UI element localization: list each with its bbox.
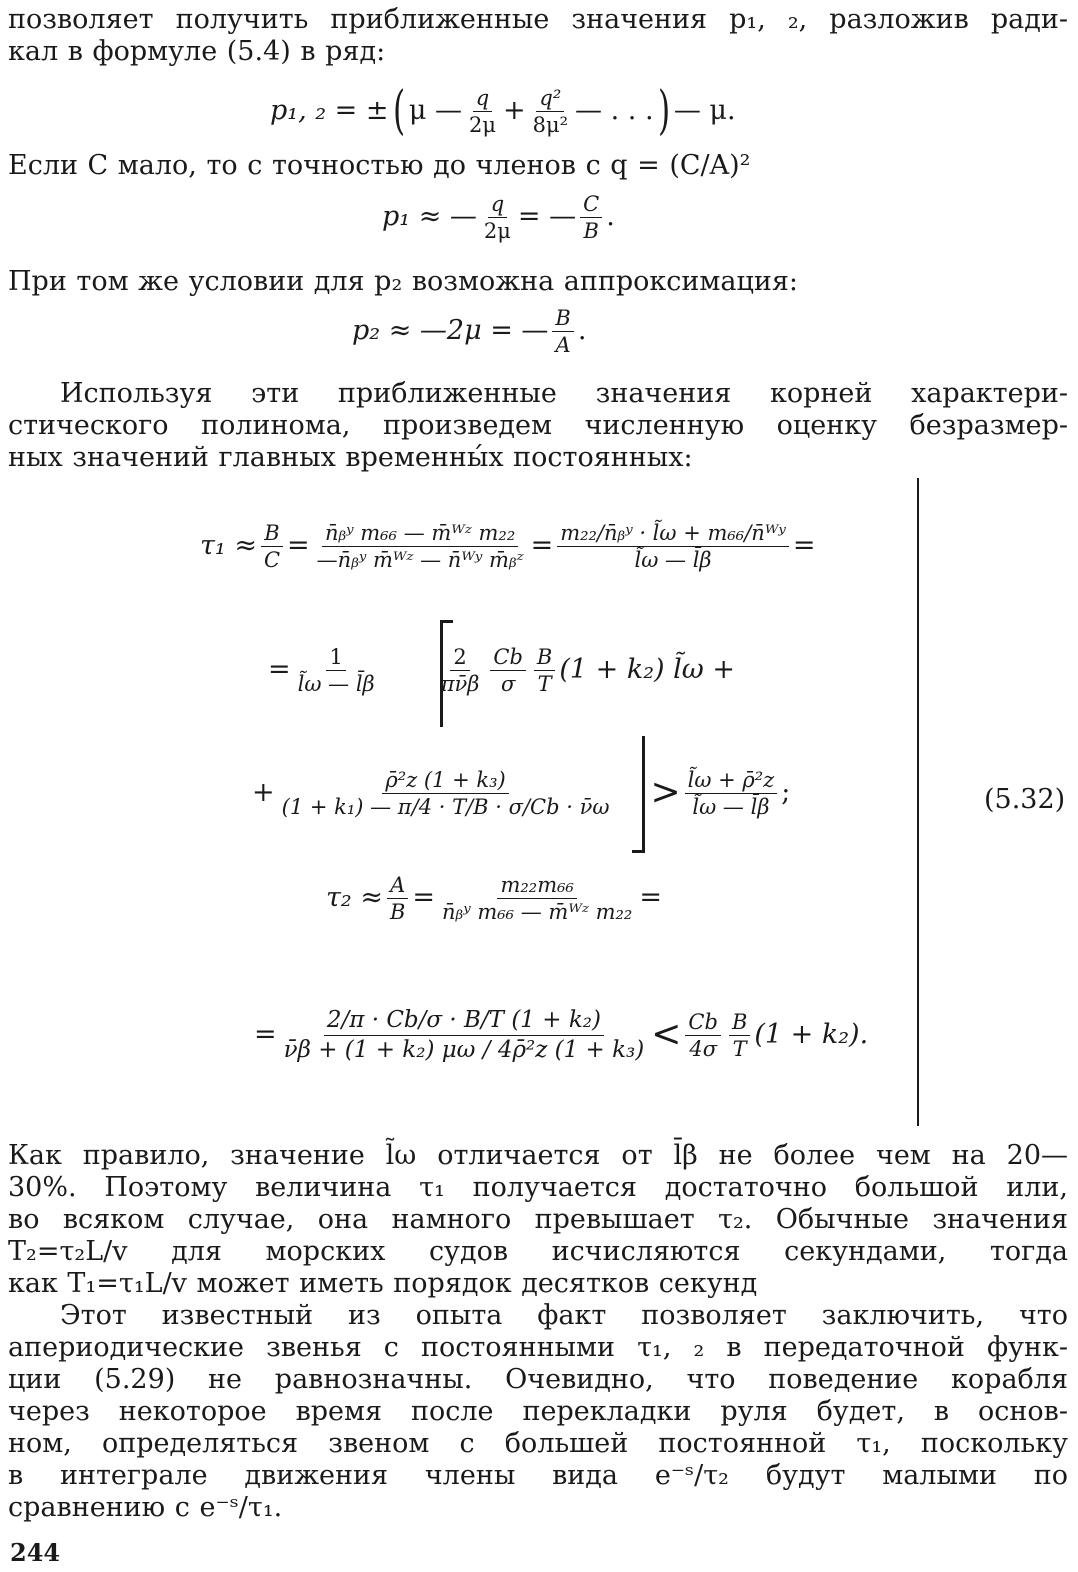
fraction bbox=[557, 521, 789, 572]
denominator: 8μ² bbox=[532, 112, 569, 137]
formula-p1-approx bbox=[382, 186, 615, 248]
formula-text: + bbox=[252, 777, 275, 808]
formula-text: ; bbox=[781, 777, 791, 808]
formula-text: = bbox=[639, 882, 662, 913]
fraction bbox=[481, 192, 514, 243]
formula-text: = bbox=[412, 882, 436, 913]
denominator: B bbox=[583, 218, 599, 243]
formula-text: μ — bbox=[408, 95, 462, 126]
paragraph-line: ном, определяться звеном с большей постоянной τ₁, поскольку bbox=[8, 1428, 1068, 1459]
paragraph-line: стического полинома, произведем численную оценку безразмер- bbox=[8, 410, 1068, 441]
numerator: B bbox=[729, 1010, 750, 1036]
denominator: (1 + k₁) — π/4 · T/B · σ/Cb · ν̄ω bbox=[281, 794, 610, 819]
numerator: m₂₂/n̄ᵦʸ · l̃ω + m₆₆/n̄ᵂʸ bbox=[557, 521, 789, 547]
numerator: Cb bbox=[490, 645, 526, 671]
formula-text: . bbox=[577, 315, 587, 346]
right-brace bbox=[905, 478, 919, 1126]
numerator: ρ̄²z (1 + k₃) bbox=[382, 768, 508, 794]
paragraph-line: как T₁=τ₁L/v может иметь порядок десятков секунд bbox=[8, 1268, 758, 1299]
formula-text: — μ. bbox=[673, 95, 736, 126]
denominator: 2μ bbox=[483, 218, 511, 243]
formula-text: = bbox=[792, 530, 816, 561]
formula-text: (1 + k₂). bbox=[754, 1019, 869, 1050]
numerator: n̄ᵦʸ m₆₆ — m̄ᵂᶻ m₂₂ bbox=[322, 521, 518, 547]
paragraph-line: Как правило, значение l̃ω отличается от l̄β не более чем на 20— bbox=[8, 1140, 1068, 1171]
numerator: Cb bbox=[685, 1010, 721, 1036]
formula-text: = bbox=[254, 1019, 277, 1050]
numerator: 2 bbox=[450, 645, 469, 671]
denominator: T bbox=[537, 671, 552, 696]
paragraph-line: ных значений главных временны́х постоянных: bbox=[8, 442, 693, 473]
numerator: q² bbox=[536, 86, 564, 112]
equation-number: (5.32) bbox=[984, 784, 1066, 815]
formula-text: > bbox=[650, 772, 681, 813]
left-paren: ( bbox=[392, 81, 405, 141]
fraction bbox=[530, 86, 571, 137]
denominator: T bbox=[732, 1036, 747, 1061]
fraction bbox=[295, 645, 378, 696]
fraction bbox=[552, 306, 573, 357]
numerator: C bbox=[580, 192, 602, 218]
denominator: n̄ᵦʸ m₆₆ — m̄ᵂᶻ m₂₂ bbox=[442, 899, 633, 924]
numerator: l̃ω + ρ̄²z bbox=[685, 768, 778, 794]
denominator: σ bbox=[500, 671, 516, 696]
fraction bbox=[490, 645, 526, 696]
fraction bbox=[281, 1007, 648, 1064]
formula-text: τ₁ ≈ bbox=[200, 530, 257, 561]
fraction bbox=[466, 86, 499, 137]
denominator: 4σ bbox=[689, 1036, 718, 1061]
denominator: l̃ω — l̄β bbox=[634, 547, 712, 572]
formula-text: (1 + k₂) l̃ω + bbox=[559, 654, 736, 685]
denominator: πν̄β bbox=[440, 671, 480, 696]
denominator: ν̄β + (1 + k₂) μω / 4ρ̄²z (1 + k₃) bbox=[283, 1036, 645, 1063]
numerator: m₂₂m₆₆ bbox=[497, 873, 577, 899]
denominator: l̃ω — l̄β bbox=[297, 671, 375, 696]
fraction bbox=[261, 521, 283, 572]
formula-text: + bbox=[502, 95, 526, 126]
numerator: B bbox=[534, 645, 555, 671]
page-number: 244 bbox=[10, 1538, 61, 1567]
formula-p12-series bbox=[270, 76, 736, 146]
numerator: B bbox=[261, 521, 282, 547]
fraction bbox=[685, 768, 778, 819]
formula-text: p₁ ≈ — bbox=[382, 201, 477, 232]
fraction bbox=[580, 192, 602, 243]
fraction bbox=[314, 521, 527, 572]
numerator: 2/π · Cb/σ · B/T (1 + k₂) bbox=[324, 1007, 604, 1036]
paragraph-line: в интеграле движения члены вида e⁻ˢ/τ₂ будут малыми по bbox=[8, 1460, 1068, 1491]
denominator: A bbox=[555, 332, 571, 357]
paragraph-line: При том же условии для p₂ возможна аппроксимация: bbox=[8, 266, 799, 297]
paragraph-line: ции (5.29) не равнозначны. Очевидно, что поведение корабля bbox=[8, 1364, 1068, 1395]
paragraph-line: T₂=τ₂L/v для морских судов исчисляются секундами, тогда bbox=[8, 1236, 1068, 1267]
fraction bbox=[534, 645, 555, 696]
formula-tau1 bbox=[200, 486, 816, 606]
paragraph-line: кал в формуле (5.4) в ряд: bbox=[8, 36, 386, 67]
paragraph-line: Если C мало, то с точностью до членов с q = (C/A)² bbox=[8, 150, 751, 181]
formula-text: τ₂ ≈ bbox=[326, 882, 383, 913]
denominator: l̃ω — l̄β bbox=[692, 794, 770, 819]
formula-tau2 bbox=[326, 862, 662, 934]
formula-text: = bbox=[287, 530, 310, 561]
formula-p2-approx bbox=[352, 300, 586, 362]
fraction bbox=[279, 768, 613, 819]
denominator: B bbox=[389, 899, 406, 924]
formula-tau2-inequality bbox=[254, 960, 868, 1110]
paragraph-line: во всяком случае, она намного превышает τ₂. Обычные значения bbox=[8, 1204, 1068, 1235]
fraction bbox=[439, 873, 635, 924]
paragraph-line: сравнению с e⁻ˢ/τ₁. bbox=[8, 1492, 283, 1523]
formula-text: = — bbox=[517, 201, 577, 232]
numerator: B bbox=[552, 306, 573, 332]
formula-text: . bbox=[606, 201, 615, 232]
formula-text: = bbox=[530, 530, 554, 561]
numerator: q bbox=[473, 86, 492, 112]
numerator: A bbox=[387, 873, 408, 899]
formula-text: — . . . bbox=[575, 95, 654, 126]
formula-text: < bbox=[651, 1014, 682, 1055]
paragraph-line: позволяет получить приближенные значения p₁, ₂, разложив ради- bbox=[8, 4, 1068, 35]
denominator: —n̄ᵦʸ m̄ᵂᶻ — n̄ᵂʸ m̄ᵦᶻ bbox=[316, 547, 524, 572]
numerator: q bbox=[488, 192, 507, 218]
paragraph-line: через некоторое время после перекладки руля будет, в основ- bbox=[8, 1396, 1068, 1427]
paragraph-line: 30%. Поэтому величина τ₁ получается достаточно большой или, bbox=[8, 1172, 1068, 1203]
formula-text: = bbox=[268, 654, 291, 685]
formula-text: p₂ ≈ —2μ = — bbox=[352, 315, 549, 346]
fraction bbox=[685, 1010, 721, 1061]
fraction bbox=[438, 645, 483, 696]
denominator: C bbox=[263, 547, 281, 572]
right-paren: ) bbox=[657, 81, 670, 141]
formula-text: p₁, ₂ = ± bbox=[270, 95, 389, 126]
formula-tau1-expand bbox=[268, 620, 735, 720]
paragraph-line: Этот известный из опыта факт позволяет заключить, что bbox=[60, 1300, 1068, 1331]
fraction bbox=[729, 1010, 750, 1061]
formula-tau1-inequality bbox=[252, 738, 790, 848]
numerator: 1 bbox=[326, 645, 345, 671]
paragraph-line: апериодические звенья с постоянными τ₁, ₂ в передаточной функ- bbox=[8, 1332, 1068, 1363]
paragraph-line: Используя эти приближенные значения корней характери- bbox=[60, 378, 1068, 409]
fraction bbox=[387, 873, 408, 924]
denominator: 2μ bbox=[468, 112, 496, 137]
